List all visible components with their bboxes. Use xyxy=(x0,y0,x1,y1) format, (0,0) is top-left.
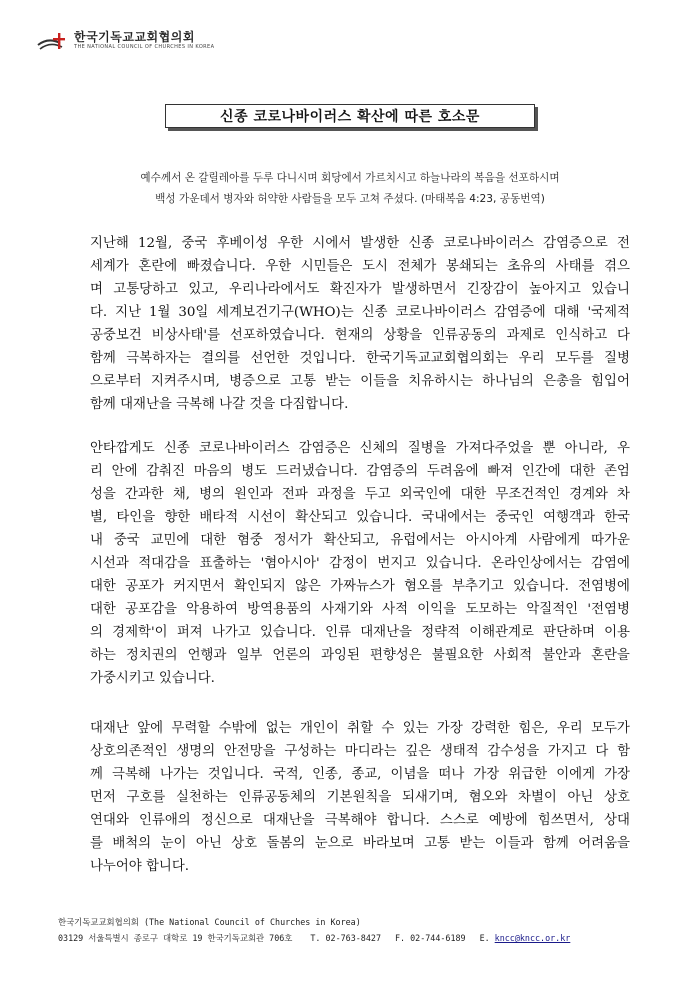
paragraph-word: 원인과 xyxy=(234,487,273,502)
paragraph-word: 우한 xyxy=(277,236,304,251)
paragraph-word: 무조건적인 xyxy=(495,487,561,502)
paragraph-word: 시선과 xyxy=(90,556,129,571)
paragraph-word: 신종 xyxy=(408,236,435,251)
paragraph-word: 먼저 xyxy=(90,790,116,805)
paragraph-word: 유럽에서는 xyxy=(390,533,455,548)
paragraph-word: 대재난을 xyxy=(262,813,315,828)
paragraph-word: 상호 xyxy=(231,836,258,851)
paragraph-word: 신종 xyxy=(163,441,190,456)
paragraph-word: 되새기며, xyxy=(401,790,458,805)
paragraph-line xyxy=(90,324,630,347)
paragraph-word: 수 xyxy=(381,721,395,736)
paragraph-word: 상대 xyxy=(604,813,630,828)
paragraph-1 xyxy=(90,232,630,416)
paragraph-word: 있습니다. xyxy=(425,556,482,571)
paragraph-word: 후베이성 xyxy=(216,236,269,251)
paragraph-word: 온라인상에서는 xyxy=(491,556,582,571)
paragraph-word: '혐아시아' xyxy=(260,556,320,571)
paragraph-word: 함께 xyxy=(542,836,569,851)
paragraph-word: 국내에서는 xyxy=(421,510,487,525)
paragraph-word: 떠나 xyxy=(438,767,465,782)
paragraph-word: 대한 xyxy=(569,464,596,479)
paragraph-word: 나가는 xyxy=(159,767,199,782)
paragraph-word: 가지고 xyxy=(547,744,587,759)
paragraph-word: 마디라는 xyxy=(344,744,397,759)
paragraph-word: 중국 xyxy=(181,236,208,251)
paragraph-word: 우리나라에서도 xyxy=(228,282,320,297)
paragraph-word: 불필요한 xyxy=(431,648,484,663)
paragraph-word: 공포감을 xyxy=(125,602,177,617)
paragraph-word: 이해관계로 xyxy=(469,625,534,640)
paragraph-word: 다 xyxy=(617,328,630,343)
paragraph-line xyxy=(90,832,630,855)
paragraph-word: 빠졌습니다. xyxy=(186,259,256,274)
paragraph-word: 함 xyxy=(617,744,630,759)
paragraph-word: 합니다. xyxy=(386,813,430,828)
paragraph-word: 감염증으로 xyxy=(543,236,608,251)
paragraph-text: 함께 대재난을 극복해 나갈 것을 다짐합니다. xyxy=(90,397,349,412)
letterhead xyxy=(36,28,214,54)
paragraph-word: 차별이 xyxy=(518,790,557,805)
paragraph-word: 정치권의 xyxy=(125,648,178,663)
paragraph-word: 인식하고 xyxy=(555,328,608,343)
paragraph-word: 별, xyxy=(90,510,108,525)
paragraph-word: 뿐 xyxy=(542,441,556,456)
paragraph-word: 하나님의 xyxy=(482,374,534,389)
paragraph-word: 가장 xyxy=(436,721,463,736)
paragraph-word: 마음의 xyxy=(193,464,233,479)
paragraph-line xyxy=(90,232,630,255)
paragraph-word: 대한 xyxy=(90,579,116,594)
paragraph-word: 힘쓰면서, xyxy=(537,813,594,828)
paragraph-word: 병도 xyxy=(241,464,268,479)
paragraph-word: 질병 xyxy=(604,351,630,366)
paragraph-word: 있는 xyxy=(402,721,429,736)
paragraph-word: 고통 xyxy=(290,374,316,389)
paragraph-word: 대재난 xyxy=(90,721,129,736)
paragraph-word: 우한 xyxy=(265,259,292,274)
paragraph-word: 현재의 xyxy=(334,328,374,343)
paragraph-word: 앞에 xyxy=(137,721,164,736)
paragraph-word: 인종, xyxy=(312,767,343,782)
paragraph-word: 존엄 xyxy=(603,464,630,479)
paragraph-word: 실천하는 xyxy=(175,790,228,805)
paragraph-text: 나누어야 합니다. xyxy=(90,859,190,874)
paragraph-word: 고통 xyxy=(424,836,450,851)
paragraph-word: 비상사태'를 xyxy=(151,328,221,343)
paragraph-word: 기본원칙을 xyxy=(326,790,392,805)
paragraph-word: 여행객과 xyxy=(543,510,595,525)
paragraph-word: 아닌 xyxy=(567,790,594,805)
paragraph-word: 받는 xyxy=(325,374,351,389)
paragraph-word: 대한 xyxy=(90,602,116,617)
paragraph-word: 를 xyxy=(90,836,103,851)
paragraph-word: 극복해야 xyxy=(324,813,377,828)
paragraph-word: 이에게 xyxy=(556,767,596,782)
paragraph-word: 우 xyxy=(616,441,630,456)
paragraph-word: 있습니 xyxy=(591,282,630,297)
paragraph-word: 깊은 xyxy=(405,744,432,759)
paragraph-word: 대한 xyxy=(200,533,227,548)
paragraph-word: 이익을 xyxy=(417,602,457,617)
paragraph-word: 감수성을 xyxy=(487,744,540,759)
paragraph-word: 연대와 xyxy=(90,813,129,828)
paragraph-word: 지난해 xyxy=(90,236,129,251)
paragraph-word: 신체의 xyxy=(359,441,399,456)
paragraph-word: 봉쇄되는 xyxy=(445,259,498,274)
paragraph-word: 으로부터 xyxy=(90,374,142,389)
paragraph-word: 수밖에 xyxy=(218,721,258,736)
paragraph-2 xyxy=(90,437,630,690)
paragraph-line xyxy=(90,552,630,575)
paragraph-word: 언론의 xyxy=(272,648,312,663)
paragraph-word: 타인을 xyxy=(116,510,156,525)
paragraph-word: 전 xyxy=(617,236,630,251)
paragraph-word: 표출하는 xyxy=(199,556,252,571)
paragraph-word: 신종 xyxy=(361,305,388,320)
paragraph-word: 혐중 xyxy=(237,533,263,548)
paragraph-word: 공중보건 xyxy=(90,328,142,343)
paragraph-line xyxy=(90,855,630,878)
paragraph-word: 과잉된 xyxy=(321,648,360,663)
footer-org: 한국기독교교회협의회 (The National Council of Churches in Korea) xyxy=(58,917,361,927)
paragraph-word: 감춰진 xyxy=(146,464,186,479)
paragraph-word: 정략적 xyxy=(421,625,461,640)
paragraph-line xyxy=(90,598,630,621)
paragraph-word: '전염병 xyxy=(587,602,630,617)
paragraph-word: 있고, xyxy=(188,282,219,297)
paragraph-word: 30일 xyxy=(178,305,209,320)
paragraph-word: 취할 xyxy=(347,721,374,736)
paragraph-word: 받는 xyxy=(459,836,486,851)
paragraph-word: 함께 xyxy=(90,351,116,366)
paragraph-word: 며 xyxy=(90,282,103,297)
paragraph-line xyxy=(90,809,630,832)
paragraph-word: 구호를 xyxy=(126,790,166,805)
footer xyxy=(58,914,658,946)
paragraph-word: 커지면서 xyxy=(173,579,225,594)
paragraph-word: 감염증의 xyxy=(366,464,419,479)
paragraph-word: 혼란을 xyxy=(591,648,630,663)
footer-email-link[interactable]: kncc@kncc.or.kr xyxy=(494,933,571,943)
paragraph-word: 확인되지 xyxy=(234,579,286,594)
paragraph-word: 악용하여 xyxy=(186,602,238,617)
verse-line: 예수께서 온 갈릴레아를 두루 다니시며 회당에서 가르치시고 하늘나라의 복음을 선포하시며 xyxy=(140,172,560,184)
paragraph-word: 사회적 xyxy=(493,648,533,663)
paragraph-line xyxy=(90,667,630,690)
paragraph-word: 대해 xyxy=(553,305,580,320)
paragraph-word: 치유하시는 xyxy=(408,374,473,389)
paragraph-word: 병의 xyxy=(199,487,225,502)
paragraph-word: 성을 xyxy=(90,487,116,502)
paragraph-word: 긴장감이 xyxy=(466,282,519,297)
paragraph-word: 확산되고 xyxy=(295,510,348,525)
paragraph-word: 종교, xyxy=(351,767,382,782)
paragraph-word: 퍼져 xyxy=(176,625,203,640)
paragraph-word: 어려움을 xyxy=(578,836,630,851)
paragraph-word: 하는 xyxy=(90,648,116,663)
paragraph-line xyxy=(90,278,630,301)
kncc-logo-icon xyxy=(36,29,72,53)
paragraph-word: 질병을 xyxy=(407,441,447,456)
paragraph-word: 리 xyxy=(90,464,103,479)
paragraph-word: 세계보건기구(WHO)는 xyxy=(216,305,354,320)
paragraph-word: 안에 xyxy=(111,464,138,479)
paragraph-word: 모두를 xyxy=(554,351,594,366)
paragraph-line xyxy=(90,301,630,324)
paragraph-word: 따가운 xyxy=(591,533,630,548)
paragraph-text: 가중시키고 있습니다. xyxy=(90,671,215,686)
paragraph-word: 인류 xyxy=(325,625,352,640)
paragraph-word: 일부 xyxy=(236,648,263,663)
paragraph-line xyxy=(90,529,630,552)
paragraph-word: 지난 xyxy=(115,305,142,320)
paragraph-word: 구성하는 xyxy=(284,744,337,759)
paragraph-word: 사람에게 xyxy=(528,533,581,548)
paragraph-word: 선언한 xyxy=(250,351,290,366)
paragraph-word: 돌봄의 xyxy=(266,836,306,851)
paragraph-line xyxy=(90,437,630,460)
org-name-ko: 한국기독교교회협의회 xyxy=(74,30,195,44)
paragraph-word: 눈으로 xyxy=(314,836,354,851)
paragraph-word: 차 xyxy=(617,487,630,502)
paragraph-word: 안전망을 xyxy=(223,744,276,759)
paragraph-word: 편향성은 xyxy=(369,648,422,663)
paragraph-line xyxy=(90,370,630,393)
paragraph-line xyxy=(90,460,630,483)
paragraph-word: 없는 xyxy=(265,721,292,736)
paragraph-word: 있습니다. xyxy=(512,579,569,594)
paragraph-word: 은총을 xyxy=(543,374,582,389)
paragraph-word: 두고 xyxy=(364,487,391,502)
paragraph-word: 악질적인 xyxy=(526,602,579,617)
paragraph-word: 다 xyxy=(595,744,609,759)
paragraph-word: 사재기와 xyxy=(321,602,373,617)
paragraph-line xyxy=(90,393,630,416)
paragraph-word: 상호의존적인 xyxy=(90,744,168,759)
paragraph-word: 강력한 xyxy=(471,721,510,736)
paragraph-word: 중국 xyxy=(113,533,140,548)
title-box xyxy=(165,104,535,128)
paragraph-word: 안타깝게도 xyxy=(90,441,155,456)
paragraph-word: 우리 xyxy=(518,351,545,366)
verse-line: 백성 가운데서 병자와 허약한 사람들을 모두 고쳐 주셨다. (마태복음 4:23, 공동번역) xyxy=(155,193,545,205)
paragraph-word: 인류공동체의 xyxy=(238,790,316,805)
paragraph-word: 도모하는 xyxy=(465,602,518,617)
paragraph-word: 상황을 xyxy=(383,328,423,343)
scripture-verse xyxy=(60,168,640,210)
paragraph-word: 것입니다. xyxy=(207,767,264,782)
paragraph-word: 아니라, xyxy=(564,441,608,456)
paragraph-word: 빠져 xyxy=(487,464,514,479)
paragraph-word: 공포가 xyxy=(125,579,164,594)
paragraph-word: 위급한 xyxy=(508,767,548,782)
paragraph-word: 혐오와 xyxy=(468,790,508,805)
paragraph-word: 사적 xyxy=(382,602,409,617)
paragraph-word: 병증으로 xyxy=(229,374,281,389)
paragraph-word: 한국 xyxy=(604,510,630,525)
paragraph-word: 감염에 xyxy=(591,556,630,571)
paragraph-word: 힘은, xyxy=(518,721,549,736)
paragraph-word: 이용 xyxy=(604,625,630,640)
paragraph-line xyxy=(90,740,630,763)
paragraph-word: 가짜뉴스가 xyxy=(330,579,395,594)
paragraph-word: 사태를 xyxy=(555,259,595,274)
org-name-en: THE NATIONAL COUNCIL OF CHURCHES IN KOREA xyxy=(74,44,215,50)
paragraph-word: 교민에 xyxy=(150,533,190,548)
document-title: 신종 코로나바이러스 확산에 따른 호소문 xyxy=(220,109,480,125)
paragraph-word: 결의를 xyxy=(201,351,241,366)
paragraph-word: 12월, xyxy=(137,236,173,251)
paragraph-word: 혼란에 xyxy=(138,259,178,274)
paragraph-word: 상호 xyxy=(604,790,630,805)
paragraph-word: 감염증에 xyxy=(493,305,546,320)
paragraph-word: 부추기고 xyxy=(451,579,504,594)
paragraph-line xyxy=(90,347,630,370)
paragraph-word: 무력할 xyxy=(171,721,211,736)
paragraph-line xyxy=(90,644,630,667)
paragraph-line xyxy=(90,621,630,644)
paragraph-word: 코로나바이러스 xyxy=(198,441,290,456)
paragraph-word: 전염병에 xyxy=(578,579,630,594)
paragraph-word: 코로나바이러스 xyxy=(443,236,534,251)
paragraph-word: 바라보며 xyxy=(362,836,415,851)
paragraph-word: '국제적 xyxy=(587,305,630,320)
paragraph-word: 의 xyxy=(90,625,103,640)
paragraph-word: 인류공동의 xyxy=(432,328,497,343)
paragraph-word: 우리 xyxy=(556,721,583,736)
paragraph-word: 겪으 xyxy=(604,259,630,274)
paragraph-word: 적대감을 xyxy=(138,556,190,571)
paragraph-word: 초유의 xyxy=(507,259,547,274)
paragraph-word: 않은 xyxy=(295,579,321,594)
paragraph-word: 배타적 xyxy=(199,510,239,525)
paragraph-word: 도시 xyxy=(362,259,388,274)
paragraph-word: 정서가 xyxy=(273,533,313,548)
paragraph-line xyxy=(90,717,630,740)
paragraph-word: 대재난을 xyxy=(360,625,412,640)
paragraph-line xyxy=(90,255,630,278)
paragraph-word: 불안과 xyxy=(542,648,582,663)
paragraph-word: 세계가 xyxy=(90,259,129,274)
paragraph-word: 눈이 xyxy=(160,836,187,851)
paragraph-word: 생태적 xyxy=(439,744,479,759)
paragraph-line xyxy=(90,575,630,598)
paragraph-word: 아닌 xyxy=(195,836,222,851)
paragraph-word: 있습니다. xyxy=(356,510,413,525)
paragraph-3 xyxy=(90,717,630,878)
paragraph-word: 감정이 xyxy=(329,556,368,571)
paragraph-word: 1월 xyxy=(148,305,171,320)
paragraph-word: 경계와 xyxy=(569,487,608,502)
paragraph-word: 중국인 xyxy=(495,510,535,525)
paragraph-word: 극복해 xyxy=(112,767,151,782)
paragraph-word: 가장 xyxy=(604,767,630,782)
paragraph-word: 드러냈습니다. xyxy=(275,464,358,479)
paragraph-word: 판단하며 xyxy=(543,625,595,640)
paragraph-word: 극복하자는 xyxy=(126,351,191,366)
paragraph-word: 한국기독교교회협의회는 xyxy=(365,351,509,366)
paragraph-word: 인간에 xyxy=(521,464,561,479)
paragraph-word: 가져다주었을 xyxy=(455,441,534,456)
paragraph-word: 전파 xyxy=(281,487,308,502)
paragraph-word: 두려움에 xyxy=(426,464,479,479)
paragraph-word: 정신으로 xyxy=(200,813,253,828)
paragraph-word: 향한 xyxy=(164,510,191,525)
paragraph-word: 시에서 xyxy=(312,236,352,251)
paragraph-word: 배척의 xyxy=(112,836,152,851)
footer-fax: F. 02-744-6189 xyxy=(394,933,466,943)
paragraph-word: 국적, xyxy=(272,767,304,782)
paragraph-word: 번지고 xyxy=(377,556,417,571)
paragraph-word: 발생하면서 xyxy=(391,282,457,297)
paragraph-word: 전체가 xyxy=(397,259,437,274)
paragraph-word: 것입니다. xyxy=(299,351,356,366)
paragraph-line xyxy=(90,506,630,529)
paragraph-word: 나가고 xyxy=(211,625,251,640)
paragraph-word: 힘입어 xyxy=(591,374,630,389)
paragraph-word: 대한 xyxy=(460,487,487,502)
paragraph-word: 과제로 xyxy=(506,328,546,343)
paragraph-word: 감염증은 xyxy=(298,441,351,456)
paragraph-word: 가장 xyxy=(473,767,500,782)
paragraph-word: 이들과 xyxy=(494,836,534,851)
paragraph-word: 다. xyxy=(90,305,108,320)
paragraph-word: 발생한 xyxy=(360,236,400,251)
paragraph-line xyxy=(90,483,630,506)
paragraph-word: 이념을 xyxy=(390,767,430,782)
paragraph-word: 채, xyxy=(172,487,191,502)
paragraph-word: 코로나바이러스 xyxy=(395,305,486,320)
paragraph-word: 아시아계 xyxy=(465,533,518,548)
paragraph-word: 방역용품의 xyxy=(247,602,312,617)
paragraph-line xyxy=(90,763,630,786)
paragraph-word: 생명의 xyxy=(176,744,216,759)
paragraph-word: 간과한 xyxy=(124,487,164,502)
paragraph-word: 확진자가 xyxy=(329,282,382,297)
paragraph-word: 께 xyxy=(90,767,103,782)
paragraph-word: 있습니다. xyxy=(259,625,316,640)
paragraph-word: 언행과 xyxy=(187,648,227,663)
paragraph-word: 내 xyxy=(90,533,103,548)
footer-email-label: E. xyxy=(479,933,490,943)
paragraph-word: 스스로 xyxy=(439,813,479,828)
paragraph-word: 선포하였습니다. xyxy=(229,328,325,343)
paragraph-word: 인류애의 xyxy=(138,813,191,828)
paragraph-word: 지켜주시며, xyxy=(150,374,220,389)
footer-tel: T. 02-763-8427 xyxy=(310,933,381,943)
paragraph-word: 이들을 xyxy=(360,374,400,389)
paragraph-word: 혐오를 xyxy=(403,579,443,594)
paragraph-word: 외국인에 xyxy=(399,487,452,502)
paragraph-word: 시선이 xyxy=(247,510,287,525)
paragraph-line xyxy=(90,786,630,809)
paragraph-word: 경제학'이 xyxy=(112,625,168,640)
paragraph-word: 고통당하고 xyxy=(113,282,178,297)
paragraph-word: 높아지고 xyxy=(529,282,581,297)
paragraph-word: 모두가 xyxy=(591,721,630,736)
paragraph-word: 개인이 xyxy=(299,721,339,736)
paragraph-word: 예방에 xyxy=(488,813,528,828)
paragraph-word: 시민들은 xyxy=(300,259,353,274)
footer-address: 03129 서울특별시 종로구 대학로 19 한국기독교회관 706호 xyxy=(58,933,293,943)
paragraph-word: 확산되고, xyxy=(323,533,380,548)
paragraph-word: 과정을 xyxy=(316,487,356,502)
